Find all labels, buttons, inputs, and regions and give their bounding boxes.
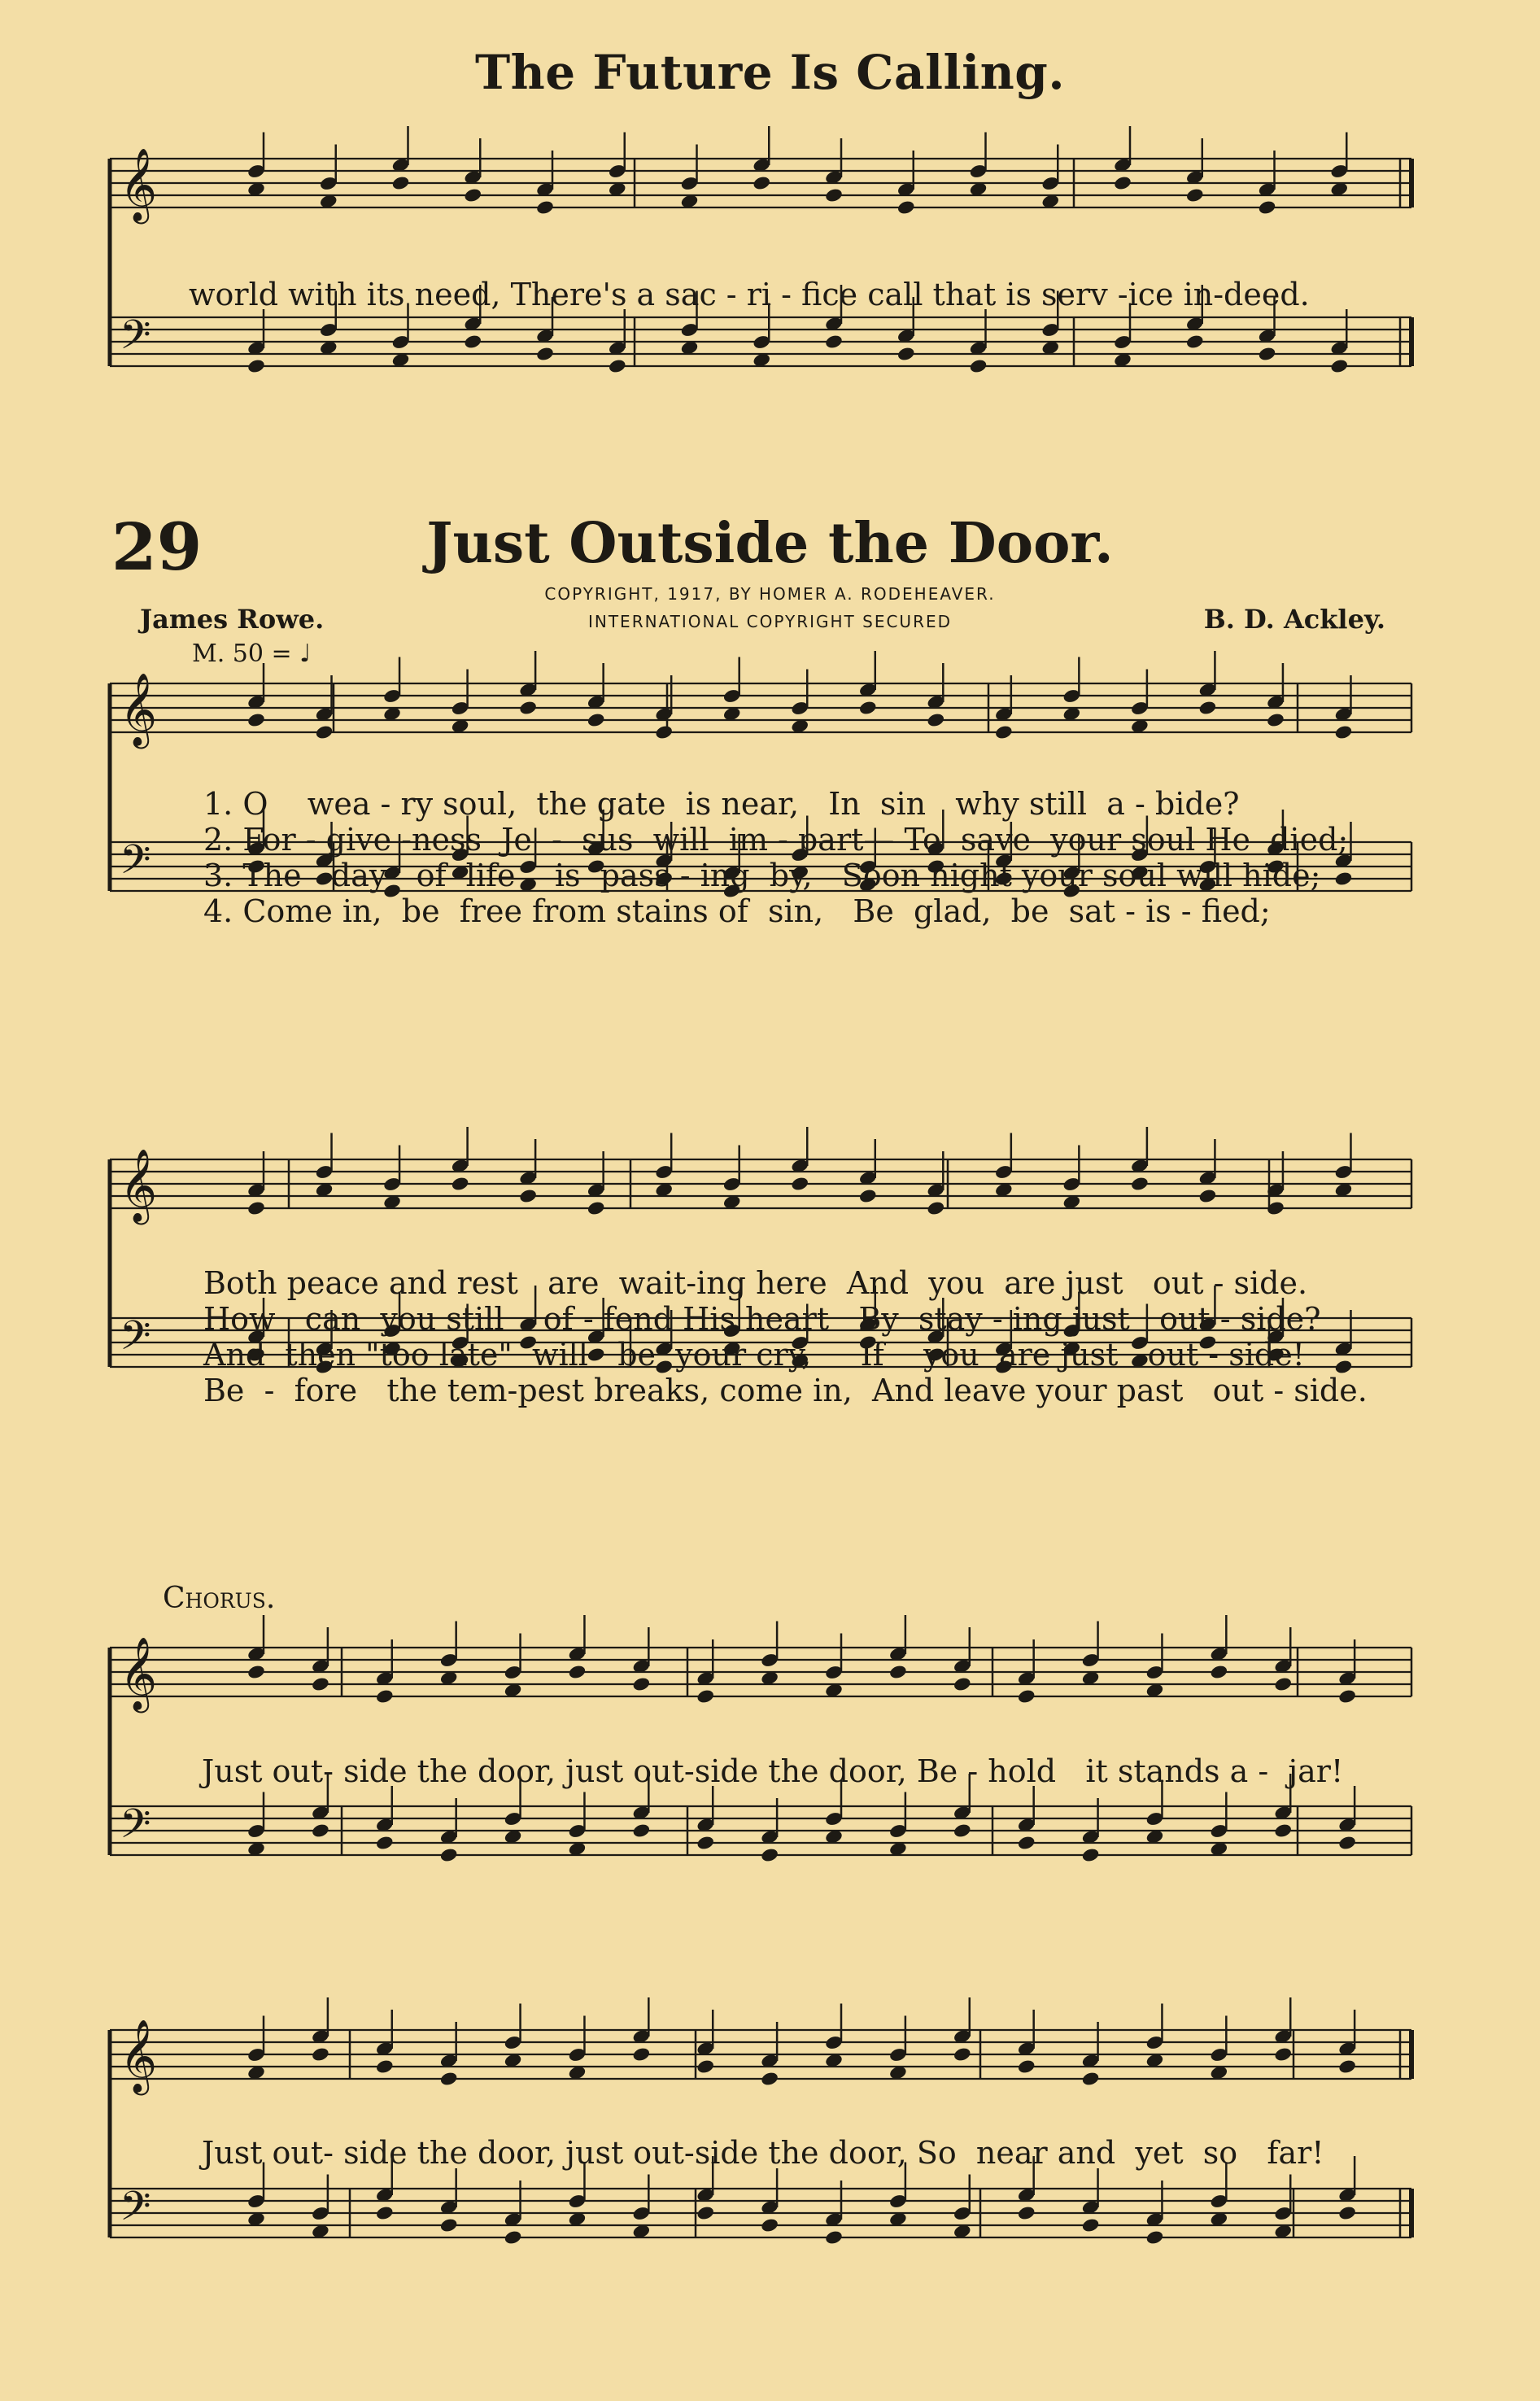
copyright-secured: INTERNATIONAL COPYRIGHT SECURED bbox=[587, 612, 953, 631]
verse-line: And then "too late" will be your cry, If you are just out - side! bbox=[203, 1337, 1305, 1373]
note-head bbox=[632, 2046, 652, 2063]
note-head bbox=[1210, 1664, 1229, 1680]
note-head bbox=[632, 1823, 652, 1839]
previous-hymn-lyric: world with its need, There's a sac - ri - fice call that is serv -ice in-deed. bbox=[189, 277, 1310, 312]
treble-clef-icon: 𝄞 bbox=[120, 673, 158, 746]
note-head bbox=[1258, 199, 1277, 216]
verse-line: Be - fore the tem-pest breaks, come in, And leave your past out - side. bbox=[203, 1373, 1368, 1408]
note-head bbox=[888, 1664, 908, 1680]
treble-clef-icon: 𝄞 bbox=[120, 148, 158, 221]
note-head bbox=[463, 187, 482, 203]
treble-clef-icon: 𝄞 bbox=[120, 1637, 158, 1710]
note-head bbox=[927, 1200, 946, 1216]
note-head bbox=[696, 2205, 715, 2221]
chorus-lyric: Just out- side the door, just out-side the door, Be - hold it stands a - jar! bbox=[202, 1753, 1344, 1789]
note-head bbox=[953, 1676, 972, 1692]
note-head bbox=[760, 1847, 779, 1863]
note-head bbox=[1337, 1688, 1357, 1705]
note-head bbox=[535, 346, 555, 362]
tempo-marking: M. 50 = ♩ bbox=[192, 640, 312, 668]
note-head bbox=[568, 1664, 587, 1680]
note-head bbox=[439, 2071, 459, 2087]
note-head bbox=[752, 175, 771, 191]
note-head bbox=[1017, 2205, 1036, 2221]
note-head bbox=[632, 1676, 652, 1692]
note-head bbox=[1273, 2046, 1293, 2063]
note-head bbox=[824, 2229, 844, 2246]
verse-line: 3. The day of life is pass - ing by, Soon night your soul will hide; bbox=[203, 858, 1321, 893]
note-head bbox=[311, 1676, 330, 1692]
note-head bbox=[1273, 1676, 1293, 1692]
note-head bbox=[439, 1847, 459, 1863]
note-head bbox=[953, 2046, 972, 2063]
note-head bbox=[1081, 2071, 1101, 2087]
note-head bbox=[1198, 1188, 1218, 1204]
note-head bbox=[1081, 2217, 1101, 2233]
composer-credit: B. D. Ackley. bbox=[1203, 604, 1385, 635]
note-head bbox=[587, 712, 606, 728]
note-head bbox=[311, 1823, 330, 1839]
note-head bbox=[897, 199, 916, 216]
note-head bbox=[1337, 2058, 1357, 2075]
note-head bbox=[1329, 358, 1349, 374]
hymn-title: Just Outside the Door. bbox=[426, 511, 1114, 576]
note-head bbox=[375, 1835, 395, 1851]
note-head bbox=[463, 334, 482, 350]
note-head bbox=[696, 2058, 715, 2075]
note-head bbox=[994, 724, 1014, 740]
note-head bbox=[1017, 1688, 1036, 1705]
note-head bbox=[518, 700, 538, 716]
verse-line: 4. Come in, be free from stains of sin, Be glad, be sat - is - fied; bbox=[203, 893, 1271, 929]
note-head bbox=[1017, 2058, 1036, 2075]
note-head bbox=[518, 1188, 538, 1204]
note-head bbox=[439, 2217, 459, 2233]
note-head bbox=[375, 2205, 395, 2221]
copyright-notice: COPYRIGHT, 1917, BY HOMER A. RODEHEAVER. bbox=[544, 584, 996, 604]
treble-clef-icon: 𝄞 bbox=[120, 1149, 158, 1222]
note-head bbox=[1130, 1176, 1150, 1192]
note-head bbox=[504, 2229, 523, 2246]
hymn-number: 29 bbox=[111, 509, 203, 585]
note-head bbox=[824, 334, 844, 350]
note-head bbox=[246, 1200, 266, 1216]
note-head bbox=[1185, 334, 1205, 350]
note-head bbox=[451, 1176, 470, 1192]
note-head bbox=[1017, 1835, 1036, 1851]
note-head bbox=[696, 1835, 715, 1851]
verse-line: 1. O wea - ry soul, the gate is near, In sin why still a - bide? bbox=[203, 786, 1240, 822]
note-head bbox=[246, 358, 266, 374]
chorus-label: Chorus. bbox=[163, 1582, 276, 1615]
note-head bbox=[969, 358, 988, 374]
bass-clef-icon: 𝄢 bbox=[120, 312, 151, 369]
note-head bbox=[1337, 2205, 1357, 2221]
note-head bbox=[535, 199, 555, 216]
bass-clef-icon: 𝄢 bbox=[120, 1312, 151, 1369]
note-head bbox=[311, 2046, 330, 2063]
note-head bbox=[790, 1176, 809, 1192]
note-head bbox=[1113, 175, 1132, 191]
note-head bbox=[858, 1188, 878, 1204]
note-head bbox=[1145, 2229, 1165, 2246]
note-head bbox=[315, 724, 334, 740]
treble-clef-icon: 𝄞 bbox=[120, 2019, 158, 2093]
note-head bbox=[696, 1688, 715, 1705]
verse-line: Both peace and rest are wait-ing here And you are just out - side. bbox=[203, 1265, 1308, 1301]
note-head bbox=[246, 1664, 266, 1680]
bass-clef-icon: 𝄢 bbox=[120, 836, 151, 893]
note-head bbox=[587, 1200, 606, 1216]
note-head bbox=[953, 1823, 972, 1839]
note-head bbox=[1081, 1847, 1101, 1863]
note-head bbox=[897, 346, 916, 362]
note-head bbox=[1258, 346, 1277, 362]
note-head bbox=[375, 1688, 395, 1705]
note-head bbox=[391, 175, 411, 191]
verse-line: 2. For - give -ness Je - sus will im - part— To save your soul He died; bbox=[203, 822, 1349, 858]
note-head bbox=[1334, 724, 1354, 740]
chorus-lyric: Just out- side the door, just out-side the door, So near and yet so far! bbox=[202, 2135, 1324, 2171]
note-head bbox=[760, 2217, 779, 2233]
note-head bbox=[1273, 1823, 1293, 1839]
previous-hymn-title: The Future Is Calling. bbox=[474, 45, 1066, 100]
note-head bbox=[824, 187, 844, 203]
note-head bbox=[927, 712, 946, 728]
note-head bbox=[858, 700, 878, 716]
verse-line: How can you still of - fend His heart By stay - ing just out - side? bbox=[203, 1301, 1321, 1337]
note-head bbox=[608, 358, 627, 374]
note-head bbox=[1337, 1835, 1357, 1851]
note-head bbox=[654, 724, 674, 740]
bass-clef-icon: 𝄢 bbox=[120, 2183, 151, 2240]
note-head bbox=[1266, 712, 1285, 728]
note-head bbox=[246, 712, 266, 728]
note-head bbox=[760, 2071, 779, 2087]
note-head bbox=[1198, 700, 1218, 716]
lyricist-credit: James Rowe. bbox=[140, 604, 325, 635]
note-head bbox=[1185, 187, 1205, 203]
bass-clef-icon: 𝄢 bbox=[120, 1801, 151, 1858]
note-head bbox=[375, 2058, 395, 2075]
